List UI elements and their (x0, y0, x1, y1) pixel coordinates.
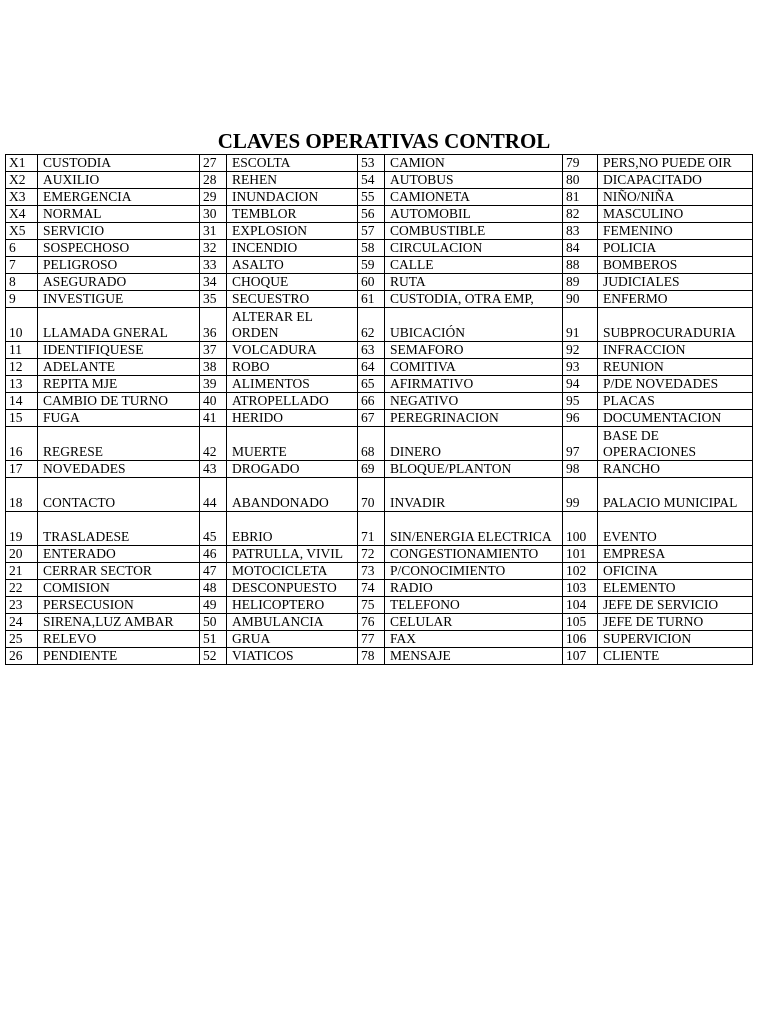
table-row (6, 172, 753, 189)
code-number: 48 (200, 580, 227, 597)
code-number: 47 (200, 563, 227, 580)
table-row (6, 274, 753, 291)
code-meaning: COMBUSTIBLE (385, 223, 563, 240)
code-number: 106 (563, 631, 598, 648)
code-number: 51 (200, 631, 227, 648)
code-number: 11 (6, 342, 38, 359)
code-meaning: MUERTE (227, 427, 358, 461)
code-number: 60 (358, 274, 385, 291)
code-number: 43 (200, 461, 227, 478)
table-row (6, 189, 753, 206)
code-number: 31 (200, 223, 227, 240)
code-number: 67 (358, 410, 385, 427)
code-number: 64 (358, 359, 385, 376)
code-number: 18 (6, 478, 38, 512)
code-meaning: INFRACCION (598, 342, 753, 359)
code-meaning: SIRENA,LUZ AMBAR (38, 614, 200, 631)
code-number: 13 (6, 376, 38, 393)
code-number: 39 (200, 376, 227, 393)
code-number: 100 (563, 512, 598, 546)
code-meaning: OFICINA (598, 563, 753, 580)
code-meaning: INVESTIGUE (38, 291, 200, 308)
code-meaning: COMITIVA (385, 359, 563, 376)
table-row (6, 223, 753, 240)
code-meaning: RUTA (385, 274, 563, 291)
code-number: 104 (563, 597, 598, 614)
code-meaning: PEREGRINACION (385, 410, 563, 427)
code-meaning: CONGESTIONAMIENTO (385, 546, 563, 563)
table-row (6, 512, 753, 546)
code-meaning: AFIRMATIVO (385, 376, 563, 393)
code-number: 79 (563, 155, 598, 172)
code-number: X1 (6, 155, 38, 172)
code-meaning: CUSTODIA, OTRA EMP, (385, 291, 563, 308)
table-row (6, 155, 753, 172)
table-row (6, 257, 753, 274)
table-row (6, 614, 753, 631)
code-number: 96 (563, 410, 598, 427)
code-meaning: PELIGROSO (38, 257, 200, 274)
code-number: 81 (563, 189, 598, 206)
code-number: 34 (200, 274, 227, 291)
code-number: 21 (6, 563, 38, 580)
code-meaning: ALIMENTOS (227, 376, 358, 393)
code-meaning: PATRULLA, VIVIL (227, 546, 358, 563)
code-meaning: UBICACIÓN (385, 308, 563, 342)
table-row (6, 648, 753, 665)
code-number: 7 (6, 257, 38, 274)
code-number: 57 (358, 223, 385, 240)
code-meaning: DROGADO (227, 461, 358, 478)
code-meaning: HERIDO (227, 410, 358, 427)
code-meaning: CAMBIO DE TURNO (38, 393, 200, 410)
code-number: 8 (6, 274, 38, 291)
code-number: 66 (358, 393, 385, 410)
code-number: 83 (563, 223, 598, 240)
table-row (6, 240, 753, 257)
code-number: 23 (6, 597, 38, 614)
code-number: 25 (6, 631, 38, 648)
code-meaning: CELULAR (385, 614, 563, 631)
code-meaning: SUBPROCURADURIA (598, 308, 753, 342)
code-number: 101 (563, 546, 598, 563)
code-number: 77 (358, 631, 385, 648)
code-number: 29 (200, 189, 227, 206)
code-meaning: TRASLADESE (38, 512, 200, 546)
code-number: 40 (200, 393, 227, 410)
table-row (6, 478, 753, 512)
code-number: 102 (563, 563, 598, 580)
code-meaning: P/CONOCIMIENTO (385, 563, 563, 580)
code-number: 30 (200, 206, 227, 223)
code-number: 52 (200, 648, 227, 665)
code-meaning: NEGATIVO (385, 393, 563, 410)
code-meaning: CLIENTE (598, 648, 753, 665)
code-meaning: EBRIO (227, 512, 358, 546)
code-meaning: TELEFONO (385, 597, 563, 614)
code-meaning: REUNION (598, 359, 753, 376)
code-meaning: DESCONPUESTO (227, 580, 358, 597)
code-meaning: SEMAFORO (385, 342, 563, 359)
code-number: 89 (563, 274, 598, 291)
code-meaning: ASEGURADO (38, 274, 200, 291)
table-row (6, 597, 753, 614)
code-number: X3 (6, 189, 38, 206)
code-meaning: SOSPECHOSO (38, 240, 200, 257)
code-meaning: RADIO (385, 580, 563, 597)
code-meaning: SERVICIO (38, 223, 200, 240)
code-number: 26 (6, 648, 38, 665)
code-number: 44 (200, 478, 227, 512)
code-meaning: ABANDONADO (227, 478, 358, 512)
table-row (6, 461, 753, 478)
code-meaning: POLICIA (598, 240, 753, 257)
code-number: 73 (358, 563, 385, 580)
code-number: 55 (358, 189, 385, 206)
code-meaning: REPITA MJE (38, 376, 200, 393)
code-meaning: ATROPELLADO (227, 393, 358, 410)
code-meaning: EMERGENCIA (38, 189, 200, 206)
code-meaning: ELEMENTO (598, 580, 753, 597)
code-number: 99 (563, 478, 598, 512)
code-number: 10 (6, 308, 38, 342)
code-number: X4 (6, 206, 38, 223)
code-meaning: PERS,NO PUEDE OIR (598, 155, 753, 172)
code-meaning: NIÑO/NIÑA (598, 189, 753, 206)
code-meaning: VOLCADURA (227, 342, 358, 359)
code-number: 94 (563, 376, 598, 393)
code-meaning: AMBULANCIA (227, 614, 358, 631)
code-number: X2 (6, 172, 38, 189)
code-meaning: CIRCULACION (385, 240, 563, 257)
code-meaning: GRUA (227, 631, 358, 648)
code-meaning: CERRAR SECTOR (38, 563, 200, 580)
code-number: 91 (563, 308, 598, 342)
code-meaning: TEMBLOR (227, 206, 358, 223)
code-meaning: DICAPACITADO (598, 172, 753, 189)
code-number: 19 (6, 512, 38, 546)
code-meaning: MOTOCICLETA (227, 563, 358, 580)
code-meaning: RANCHO (598, 461, 753, 478)
code-meaning: SECUESTRO (227, 291, 358, 308)
code-meaning: ADELANTE (38, 359, 200, 376)
code-number: 36 (200, 308, 227, 342)
code-number: 58 (358, 240, 385, 257)
code-number: 6 (6, 240, 38, 257)
code-meaning: JUDICIALES (598, 274, 753, 291)
code-meaning: DOCUMENTACION (598, 410, 753, 427)
code-number: 92 (563, 342, 598, 359)
code-number: X5 (6, 223, 38, 240)
code-meaning: SIN/ENERGIA ELECTRICA (385, 512, 563, 546)
code-number: 95 (563, 393, 598, 410)
code-number: 12 (6, 359, 38, 376)
code-meaning: MASCULINO (598, 206, 753, 223)
code-meaning: CONTACTO (38, 478, 200, 512)
code-meaning: MENSAJE (385, 648, 563, 665)
code-number: 46 (200, 546, 227, 563)
code-number: 32 (200, 240, 227, 257)
code-meaning: PENDIENTE (38, 648, 200, 665)
code-number: 61 (358, 291, 385, 308)
code-number: 50 (200, 614, 227, 631)
code-meaning: FEMENINO (598, 223, 753, 240)
code-meaning: BOMBEROS (598, 257, 753, 274)
code-meaning: NORMAL (38, 206, 200, 223)
code-number: 71 (358, 512, 385, 546)
table-row (6, 376, 753, 393)
table-row (6, 427, 753, 461)
table-row (6, 393, 753, 410)
code-meaning: FAX (385, 631, 563, 648)
code-meaning: HELICOPTERO (227, 597, 358, 614)
code-number: 103 (563, 580, 598, 597)
code-number: 33 (200, 257, 227, 274)
code-meaning: ENTERADO (38, 546, 200, 563)
code-number: 56 (358, 206, 385, 223)
code-meaning: EVENTO (598, 512, 753, 546)
code-number: 16 (6, 427, 38, 461)
code-number: 76 (358, 614, 385, 631)
code-number: 90 (563, 291, 598, 308)
code-meaning: PERSECUSION (38, 597, 200, 614)
code-number: 35 (200, 291, 227, 308)
code-meaning: PLACAS (598, 393, 753, 410)
code-number: 68 (358, 427, 385, 461)
table-row (6, 631, 753, 648)
code-meaning: COMISION (38, 580, 200, 597)
code-number: 54 (358, 172, 385, 189)
code-meaning: CAMION (385, 155, 563, 172)
code-meaning: REHEN (227, 172, 358, 189)
code-number: 93 (563, 359, 598, 376)
table-row (6, 206, 753, 223)
code-number: 70 (358, 478, 385, 512)
code-number: 69 (358, 461, 385, 478)
code-number: 78 (358, 648, 385, 665)
code-meaning: SUPERVICION (598, 631, 753, 648)
code-meaning: INUNDACION (227, 189, 358, 206)
code-number: 84 (563, 240, 598, 257)
code-meaning: CHOQUE (227, 274, 358, 291)
code-meaning: VIATICOS (227, 648, 358, 665)
code-number: 98 (563, 461, 598, 478)
code-number: 53 (358, 155, 385, 172)
code-meaning: ROBO (227, 359, 358, 376)
code-meaning: DINERO (385, 427, 563, 461)
code-number: 75 (358, 597, 385, 614)
code-number: 63 (358, 342, 385, 359)
code-meaning: P/DE NOVEDADES (598, 376, 753, 393)
code-number: 62 (358, 308, 385, 342)
code-meaning: ESCOLTA (227, 155, 358, 172)
document-title: CLAVES OPERATIVAS CONTROL (217, 129, 551, 153)
code-meaning: ASALTO (227, 257, 358, 274)
code-number: 38 (200, 359, 227, 376)
code-number: 45 (200, 512, 227, 546)
code-number: 105 (563, 614, 598, 631)
table-row (6, 342, 753, 359)
code-number: 65 (358, 376, 385, 393)
operative-codes-table (5, 154, 753, 665)
code-meaning: CAMIONETA (385, 189, 563, 206)
code-number: 20 (6, 546, 38, 563)
code-number: 14 (6, 393, 38, 410)
code-number: 72 (358, 546, 385, 563)
code-meaning: AUTOMOBIL (385, 206, 563, 223)
code-number: 28 (200, 172, 227, 189)
code-number: 97 (563, 427, 598, 461)
table-row (6, 563, 753, 580)
code-number: 24 (6, 614, 38, 631)
code-meaning: FUGA (38, 410, 200, 427)
code-meaning: BLOQUE/PLANTON (385, 461, 563, 478)
code-number: 22 (6, 580, 38, 597)
code-number: 27 (200, 155, 227, 172)
code-meaning: PALACIO MUNICIPAL (598, 478, 753, 512)
table-row (6, 291, 753, 308)
code-meaning: IDENTIFIQUESE (38, 342, 200, 359)
code-number: 74 (358, 580, 385, 597)
code-number: 88 (563, 257, 598, 274)
code-meaning: INVADIR (385, 478, 563, 512)
code-number: 41 (200, 410, 227, 427)
code-meaning: ALTERAR EL ORDEN (227, 308, 358, 342)
code-number: 49 (200, 597, 227, 614)
code-meaning: CUSTODIA (38, 155, 200, 172)
code-meaning: EMPRESA (598, 546, 753, 563)
table-row (6, 308, 753, 342)
code-number: 42 (200, 427, 227, 461)
code-meaning: ENFERMO (598, 291, 753, 308)
table-row (6, 580, 753, 597)
code-number: 80 (563, 172, 598, 189)
table-row (6, 359, 753, 376)
code-meaning: AUTOBUS (385, 172, 563, 189)
code-meaning: CALLE (385, 257, 563, 274)
table-row (6, 410, 753, 427)
code-number: 59 (358, 257, 385, 274)
code-meaning: EXPLOSION (227, 223, 358, 240)
code-number: 82 (563, 206, 598, 223)
code-meaning: INCENDIO (227, 240, 358, 257)
table-row (6, 546, 753, 563)
code-meaning: NOVEDADES (38, 461, 200, 478)
code-meaning: RELEVO (38, 631, 200, 648)
codes-table-body (6, 155, 753, 665)
code-meaning: REGRESE (38, 427, 200, 461)
code-number: 107 (563, 648, 598, 665)
code-meaning: JEFE DE SERVICIO (598, 597, 753, 614)
code-number: 9 (6, 291, 38, 308)
code-meaning: BASE DE OPERACIONES (598, 427, 753, 461)
code-number: 17 (6, 461, 38, 478)
code-number: 15 (6, 410, 38, 427)
code-meaning: JEFE DE TURNO (598, 614, 753, 631)
code-number: 37 (200, 342, 227, 359)
code-meaning: AUXILIO (38, 172, 200, 189)
code-meaning: LLAMADA GNERAL (38, 308, 200, 342)
